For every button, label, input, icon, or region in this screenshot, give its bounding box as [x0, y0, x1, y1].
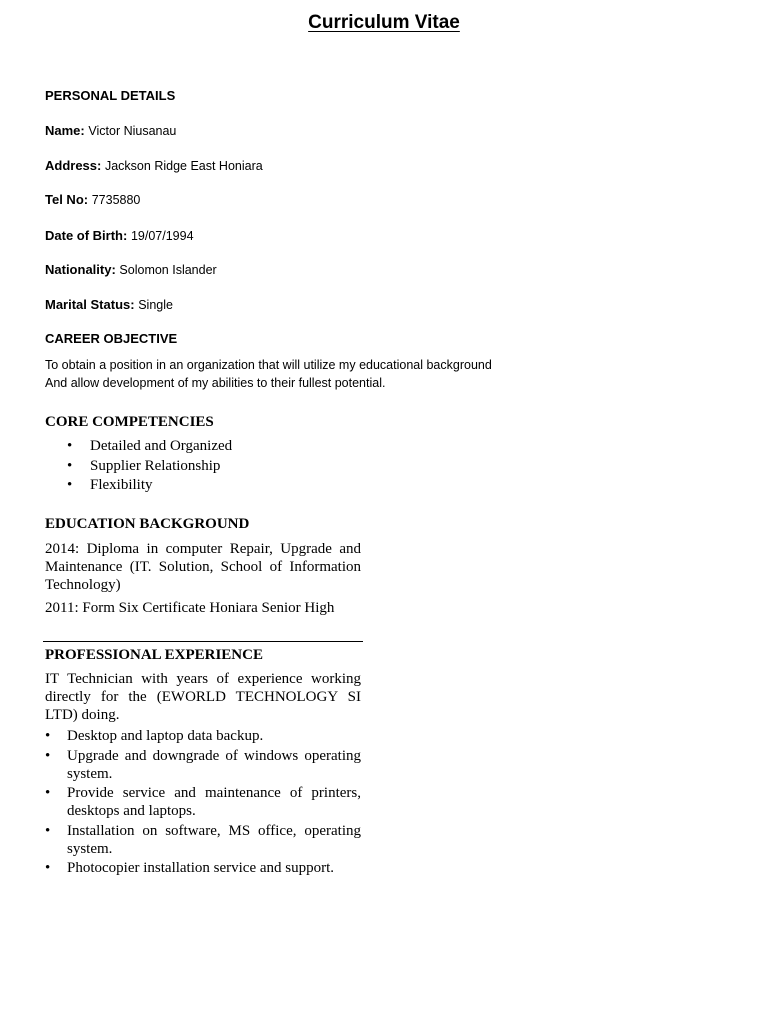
marital-status-value: Single [138, 298, 173, 312]
education-entry: 2014: Diploma in computer Repair, Upgrade and Maintenance (IT. Solution, School of Information Technology) [45, 541, 361, 593]
section-divider [43, 641, 363, 642]
education-entry: 2011: Form Six Certificate Honiara Senior High [45, 600, 335, 616]
address-value: Jackson Ridge East Honiara [104, 159, 263, 173]
duty-item: • Upgrade and downgrade of windows operating system. [45, 747, 361, 783]
competencies-list [45, 437, 232, 496]
tel-label: Tel No: [45, 192, 89, 207]
nationality-label: Nationality: [45, 262, 116, 277]
address-field [45, 158, 263, 173]
core-competencies-heading: CORE COMPETENCIES [45, 414, 214, 430]
personal-details-heading: PERSONAL DETAILS [45, 88, 176, 103]
duty-item: • Photocopier installation service and support. [45, 859, 361, 877]
tel-value: 7735880 [91, 193, 141, 207]
duty-item: • Desktop and laptop data backup. [45, 727, 361, 745]
dob-value: 19/07/1994 [130, 229, 194, 243]
competency-item: • Detailed and Organized [45, 437, 232, 457]
document-title: Curriculum Vitae [308, 12, 460, 33]
dob-field [45, 228, 194, 243]
experience-intro: IT Technician with years of experience working directly for the (EWORLD TECHNOLOGY SI LTD) doing. [45, 671, 361, 723]
objective-line: And allow development of my abilities to their fullest potential. [45, 376, 386, 390]
name-value: Victor Niusanau [88, 124, 177, 138]
duty-item: • Provide service and maintenance of printers, desktops and laptops. [45, 784, 361, 820]
competency-item: • Supplier Relationship [45, 457, 232, 477]
name-field [45, 123, 176, 138]
dob-label: Date of Birth: [45, 228, 128, 243]
competency-item: • Flexibility [45, 476, 232, 496]
professional-experience-heading: PROFESSIONAL EXPERIENCE [45, 647, 263, 663]
objective-line: To obtain a position in an organization that will utilize my educational background [45, 358, 492, 372]
marital-status-label: Marital Status: [45, 297, 135, 312]
marital-status-field [45, 297, 173, 312]
nationality-field [45, 262, 217, 277]
address-label: Address: [45, 158, 102, 173]
name-label: Name: [45, 123, 85, 138]
career-objective-text [45, 356, 565, 392]
tel-field [45, 192, 140, 207]
education-heading: EDUCATION BACKGROUND [45, 516, 250, 532]
nationality-value: Solomon Islander [119, 263, 217, 277]
duties-list [45, 727, 361, 879]
career-objective-heading: CAREER OBJECTIVE [45, 331, 178, 346]
duty-item: • Installation on software, MS office, operating system. [45, 822, 361, 858]
